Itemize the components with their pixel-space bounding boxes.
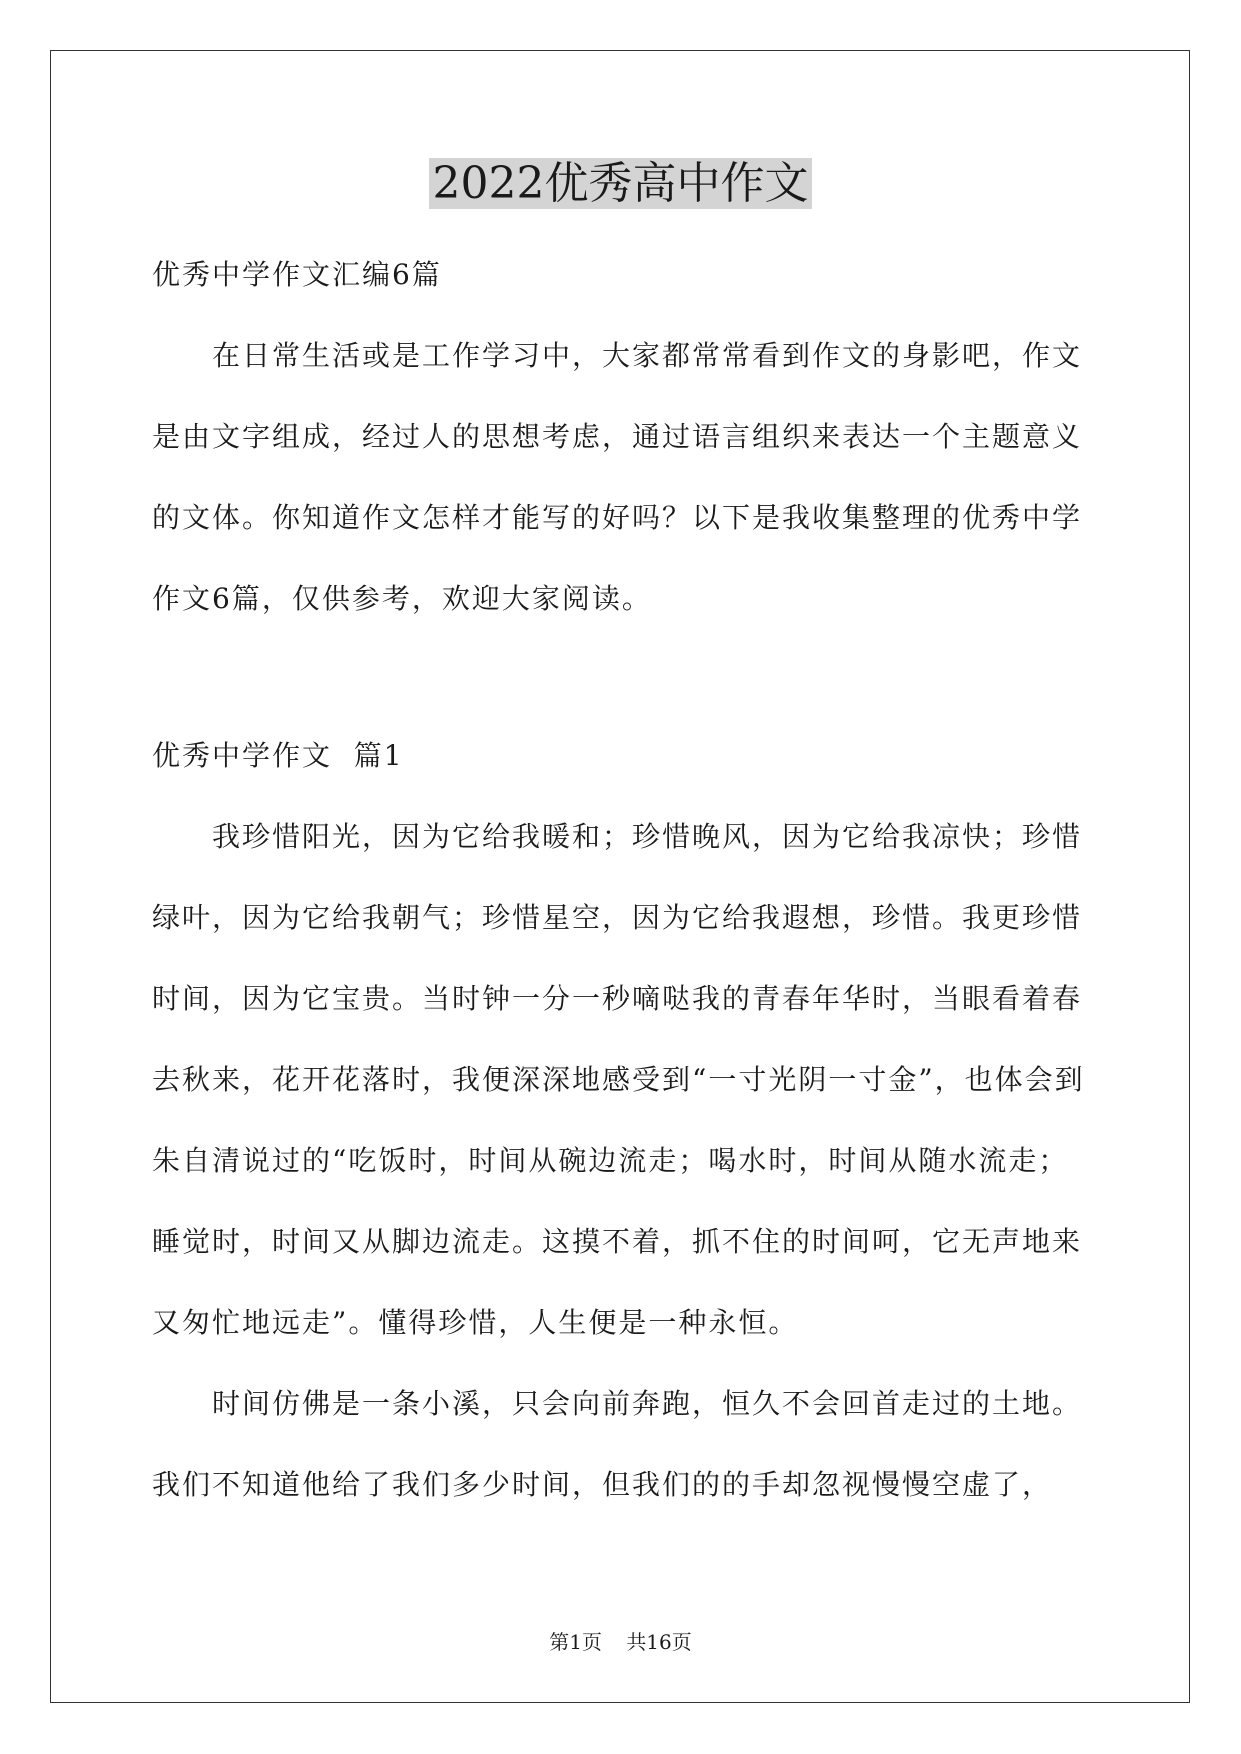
section-gap xyxy=(152,639,1092,715)
document-subtitle: 优秀中学作文汇编6篇 xyxy=(152,258,442,291)
document-title xyxy=(0,154,1241,214)
section-heading: 优秀中学作文 篇1 xyxy=(152,739,404,772)
page-number: 第1页 xyxy=(549,1630,602,1654)
title-text: 2022优秀高中作文 xyxy=(429,158,813,209)
paragraph-1: 我珍惜阳光，因为它给我暖和；珍惜晚风，因为它给我凉快；珍惜绿叶，因为它给我朝气；珍惜星空，因为它给我遐想，珍惜。我更珍惜时间，因为它宝贵。当时钟一分一秒嘀哒我的青春年华时，当眼看着春去秋来，花开花落时，我便深深地感受到“一寸光阴一寸金”，也体会到朱自清说过的“吃饭时，时间从碗边流走；喝水时，时间从随水流走；睡觉时，时间又从脚边流走。这摸不着，抓不住的时间呵，它无声地来又匆忙地远走”。懂得珍惜，人生便是一种永恒。 xyxy=(152,820,1085,1339)
document-body xyxy=(152,234,1092,1525)
paragraph-2: 时间仿佛是一条小溪，只会向前奔跑，恒久不会回首走过的土地。我们不知道他给了我们多少时间，但我们的的手却忽视慢慢空虚了， xyxy=(152,1387,1083,1501)
page-total: 共16页 xyxy=(626,1630,692,1654)
page-footer xyxy=(0,1628,1241,1656)
intro-paragraph: 在日常生活或是工作学习中，大家都常常看到作文的身影吧，作文是由文字组成，经过人的思想考虑，通过语言组织来表达一个主题意义的文体。你知道作文怎样才能写的好吗？以下是我收集整理的优秀中学作文6篇，仅供参考，欢迎大家阅读。 xyxy=(152,339,1083,615)
